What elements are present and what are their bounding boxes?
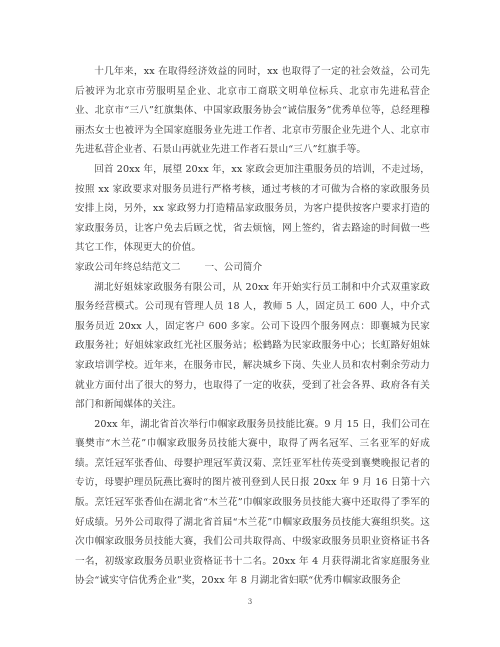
section-title: 家政公司年终总结范文二 — [75, 261, 181, 273]
document-body — [75, 62, 430, 591]
paragraph-company-intro: 湖北好姐妹家政服务有限公司，从 20xx 年开始实行员工制和中介式双重家政服务经营模式。公司现有管理人员 18 人，教师 5 人，固定员工 600 人，中介式服务员近 20xx 人，固定客户 600 多家。公司下设四个服务网点：即襄城为民家政服务社；好姐妹家政红光社区服务站；松鹤路为民家政服务中心；长虹路好姐妹家政培训学校。近年来，在服务市民，解决城乡下岗、失业人员和农村剩余劳动力就业方面付出了很大的努力，也取得了一定的收获，受到了社会各界、政府各有关部门和新闻媒体的关注。 — [75, 281, 430, 411]
paragraph-review-outlook: 回首 20xx 年，展望 20xx 年，xx 家政会更加注重服务员的培训，不走过场，按照 xx 家政要求对服务员进行严格考核，通过考核的才可做为合格的家政服务员安排上岗，另外，xx 家政努力打造精品家政服务员，为客户提供按客户要求打造的家政服务员，让客户免去后顾之忧，省去烦恼，网上签约，省去路途的时间做一些其它工作，体现更大的价值。 — [75, 163, 430, 254]
paragraph-competition-results: 20xx 年，湖北省首次举行巾帼家政服务员技能比赛。9 月 15 日，我们公司在襄樊市“木兰花”巾帼家政服务员技能大赛中，取得了两名冠军、三名亚军的好成绩。烹饪冠军张香仙、母婴护理冠军黄汉菊、烹饪亚军杜传英受到襄樊晚报记者的专访，母婴护理员阮燕比赛时的图片被刊登到人民日报 20xx 年 9 月 16 日第十六版。烹饪冠军张香仙在湖北省“木兰花”巾帼家政服务员技能大赛中还取得了季军的好成绩。另外公司取得了湖北省首届“木兰花”巾帼家政服务员技能大赛组织奖。这次巾帼家政服务员技能大赛，我们公司共取得高、中级家政服务员职业资格证书各一名，初级家政服务员职业资格证书十二名。20xx 年 4 月获得湖北省家庭服务业协会“诚实守信优秀企业”奖，20xx 年 8 月湖北省妇联“优秀巾帼家政服务企 — [75, 418, 430, 587]
page-number: 3 — [247, 598, 253, 606]
section-subtitle: 一、公司简介 — [204, 261, 263, 273]
section-heading — [75, 258, 430, 278]
paragraph-social-benefits: 十几年来，xx 在取得经济效益的同时，xx 也取得了一定的社会效益，公司先后被评为北京市劳服明星企业、北京市工商联文明单位标兵、北京市先进私营企业、北京市“三八”红旗集体、中国家政服务协会“诚信服务”优秀单位等，总经理穆丽杰女士也被评为全国家庭服务业先进工作者、北京市劳服企业先进个人、北京市先进私营企业者、石景山再就业先进工作者石景山“三八”红旗手等。 — [75, 66, 430, 156]
